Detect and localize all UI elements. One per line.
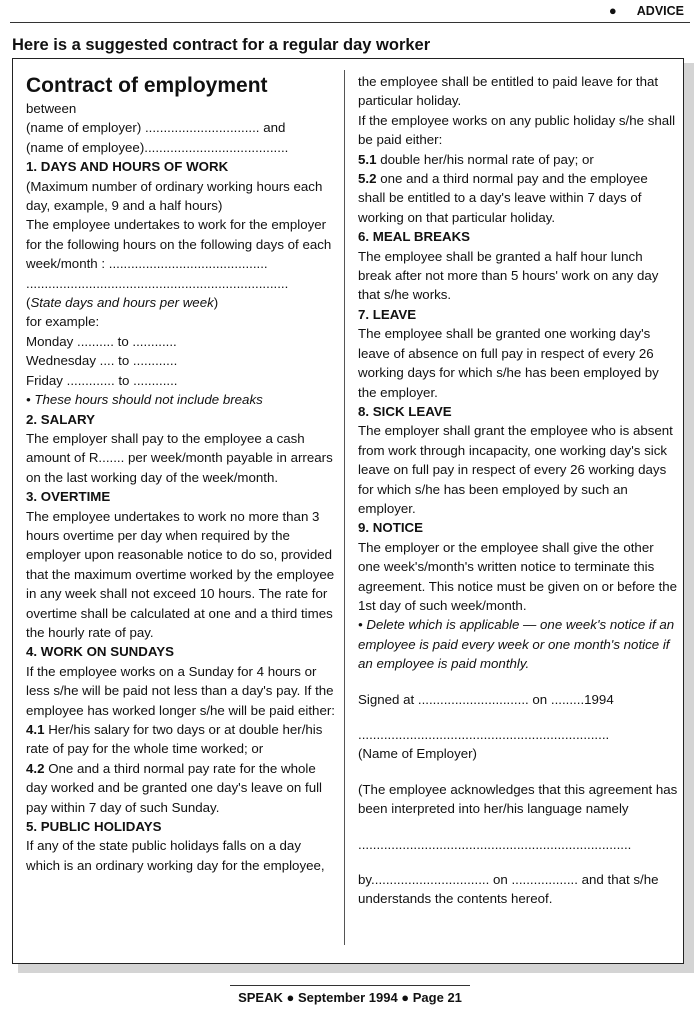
section-heading: 5. PUBLIC HOLIDAYS [26,819,162,835]
acknowledgement-end: by................................ on .................. and that s/he understands the contents hereof. [358,872,659,907]
intro-line: (name of employer) ............................... and [26,120,286,136]
option-number: 4.2 [26,760,45,776]
section-heading: 1. DAYS AND HOURS OF WORK [26,159,229,175]
option-text: One and a third normal pay rate for the whole day worked and be granted one day's leave on full pay within 7 day of such Sunday. [26,760,323,815]
section-heading: 8. SICK LEAVE [358,403,452,419]
section-heading: 6. MEAL BREAKS [358,229,471,245]
option-item [26,759,336,817]
section-heading: 7. LEAVE [358,306,417,322]
top-bar [10,0,690,23]
option-text: one and a third normal pay and the employee shall be entitled to a day's leave within 7 days of working on that particular holiday. [358,171,648,225]
section-text: The employee shall be granted one working day's leave of absence on full pay in respect of every 26 working days for which s/he has been employed by the employer. [358,326,659,400]
language-line: .......................................................................... [358,836,632,852]
section-tag [609,3,684,18]
section-text: The employer shall pay to the employee a cash amount of R....... per week/month payable in arrears on the last working day of the week/month. [26,430,333,485]
section-text: If the employee works on a Sunday for 4 hours or less s/he will be paid not less than a day's pay. If the employee has worked longer s/he will be paid either: [26,663,335,718]
option-number: 5.1 [358,151,377,167]
intro-line: (name of employee)....................................... [26,139,289,155]
left-column [26,72,336,875]
signed-line: Signed at .............................. on .........1994 [358,691,614,707]
right-column [358,72,678,909]
section-text: the employee shall be entitled to paid leave for that particular holiday. [358,74,659,109]
section-heading: 4. WORK ON SUNDAYS [26,644,175,660]
option-item [358,150,678,169]
breaks-note: • These hours should not include breaks [26,392,263,408]
signature-label: (Name of Employer) [358,746,477,762]
column-divider [344,70,345,945]
section-text: The employer shall grant the employee who is absent from work through incapacity, one working day's sick leave on full pay in respect of every 26 working days for which s/he has been employed by such an employer. [358,423,673,516]
section-heading: 3. OVERTIME [26,489,111,505]
spacer [358,709,678,725]
section-text: If the employee works on any public holiday s/he shall be paid either: [358,112,676,148]
section-text: The employer or the employee shall give the other one week's/month's written notice to terminate this agreement. This notice must be given on or before the 1st day of such week/month. [358,539,678,613]
section-text: The employee shall be granted a half hour lunch break after not more than 5 hours' work on any day that s/he works. [358,248,659,303]
schedule-line: Friday ............. to ............ [26,372,178,388]
schedule-line: Wednesday .... to ............ [26,353,178,369]
spacer [358,764,678,780]
state-note-text: State days and hours per week [30,295,214,311]
option-text: double her/his normal rate of pay; or [376,151,594,167]
spacer [358,854,678,870]
intro-line: between [26,101,77,116]
acknowledgement-text: (The employee acknowledges that this agreement has been interpreted into her/his language namely [358,781,678,817]
page-headline: Here is a suggested contract for a regular day worker [12,36,431,54]
option-number: 5.2 [358,171,377,187]
signature-line: .................................................................... [358,727,610,742]
spacer [358,674,678,690]
option-item [26,720,336,759]
option-number: 4.1 [26,722,45,737]
schedule-line: for example: [26,314,100,330]
page-footer: SPEAK ● September 1994 ● Page 21 [238,990,462,1005]
notice-note: • Delete which is applicable — one week's notice if an employee is paid every week or one month's notice if an employee is paid monthly. [358,617,675,672]
contract-title: Contract of employment [26,74,268,97]
section-label: ADVICE [636,4,684,18]
spacer [358,819,678,835]
bullet-icon: ● [608,3,617,18]
section-text: If any of the state public holidays falls on a day which is an ordinary working day for the employee, [26,838,325,873]
footer-rule [230,985,470,986]
section-text: ....................................................................... [26,275,289,291]
option-item [358,169,678,227]
schedule-line: Monday .......... to ............ [26,333,177,349]
state-note: (State days and hours per week) [26,295,219,311]
section-text: (Maximum number of ordinary working hours each day, example, 9 and a half hours) [26,178,323,214]
option-text: Her/his salary for two days or at double her/his rate of pay for the whole time worked; or [26,722,323,757]
section-text: The employee undertakes to work no more than 3 hours overtime per day when required by the employer upon reasonable notice to do so, provided that the maximum overtime worked by the employee in any week shall not exceed 10 hours. The rate for overtime shall be calculated at one and a third times the hourly rate of pay. [26,508,335,640]
section-text: The employee undertakes to work for the employer for the following hours on the following days of each week/month : ........................................... [26,217,332,272]
section-heading: 9. NOTICE [358,520,424,536]
section-heading: 2. SALARY [26,411,95,427]
